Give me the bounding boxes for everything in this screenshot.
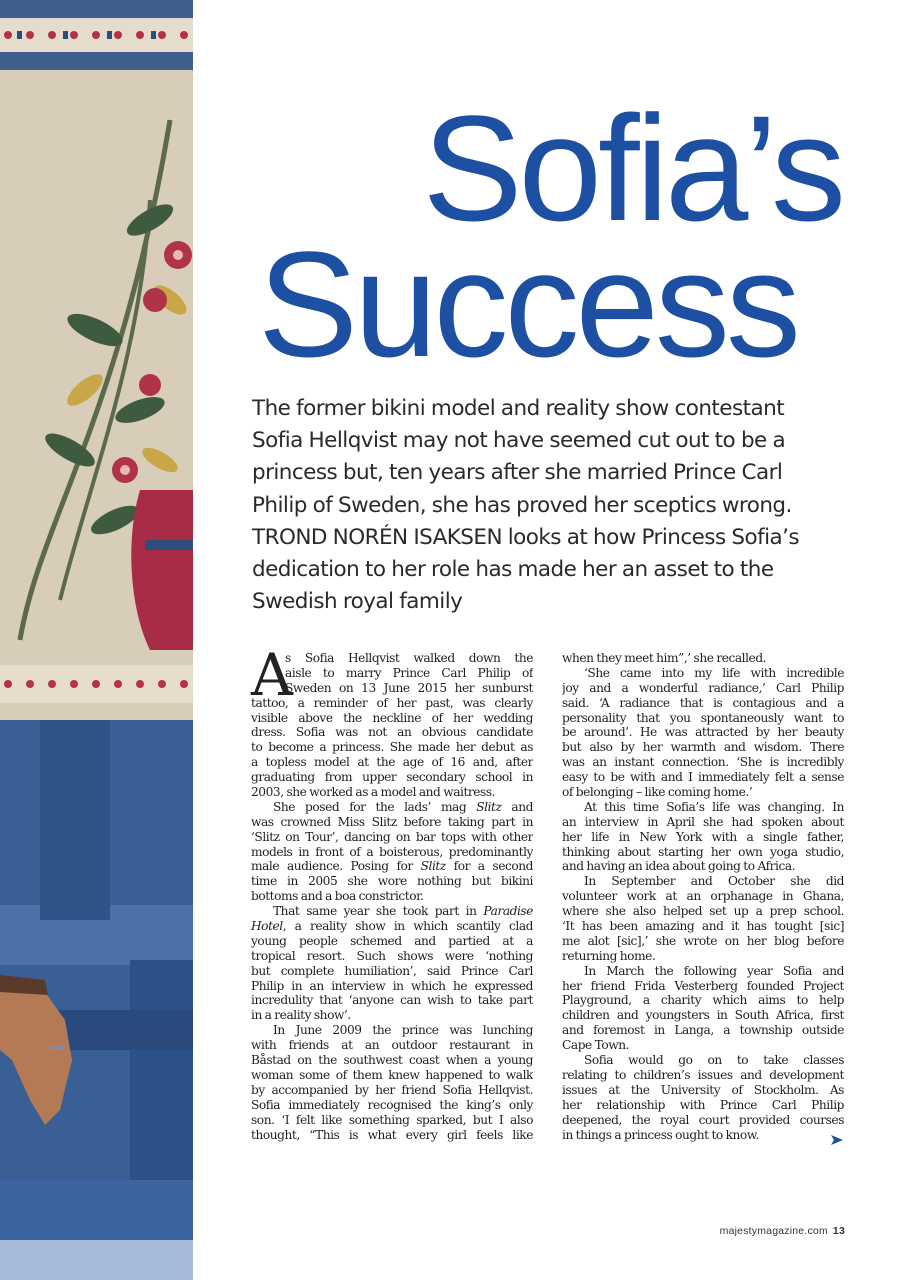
text-line: s Sofia Hellqvist walked down the bbox=[285, 651, 533, 665]
text-line: but complete humiliation’, said Prince Carl bbox=[251, 963, 533, 978]
text-line: Sofia immediately recognised the king’s only bbox=[251, 1097, 533, 1112]
standfirst-line: Swedish royal family bbox=[252, 589, 463, 615]
headline-line-2: Success bbox=[258, 220, 797, 388]
text-line: by accompanied by her friend Sofia Hellqvist. bbox=[251, 1082, 533, 1097]
text-line: visible above the neckline of her wedding bbox=[251, 710, 533, 725]
text-line: young people schemed and partied at a bbox=[251, 933, 533, 948]
text-line: Playground, a charity which aims to help bbox=[562, 993, 844, 1008]
text-run: That same year she took part in bbox=[273, 904, 484, 919]
italic-run: Slitz bbox=[420, 859, 446, 874]
text-line: be around’. He was attracted by her beauty bbox=[562, 725, 844, 740]
text-line: where she also helped set up a prep school. bbox=[562, 904, 844, 919]
text-run: for a second bbox=[445, 859, 533, 874]
headline bbox=[250, 84, 850, 388]
text-line: ‘She came into my life with incredible bbox=[584, 665, 844, 680]
text-run: male audience. Posing for bbox=[251, 859, 421, 874]
text-line: In June 2009 the prince was lunching bbox=[273, 1023, 533, 1038]
standfirst-line: Philip of Sweden, she has proved her sceptics wrong. bbox=[252, 492, 792, 518]
text-line: was an instant connection. ‘She is incredibly bbox=[562, 755, 844, 770]
text-line: bottoms and a boa constrictor. bbox=[251, 889, 424, 904]
page-number: 13 bbox=[832, 1225, 845, 1237]
standfirst-line: Sofia Hellqvist may not have seemed cut out to be a bbox=[252, 428, 786, 454]
text-line: ‘Slitz on Tour’, dancing on bar tops with other bbox=[251, 829, 533, 844]
text-line: joy and a wonderful radiance,’ Carl Philip bbox=[562, 680, 844, 695]
text-line: returning home. bbox=[562, 948, 656, 963]
text-line: woman some of them knew happened to walk bbox=[251, 1067, 533, 1082]
text-line: in a reality show’. bbox=[251, 1008, 351, 1023]
text-line: easy to be with and I immediately felt a sense bbox=[562, 770, 844, 785]
page-footer bbox=[650, 1225, 845, 1237]
text-line: thought, “This is what every girl feels like bbox=[251, 1127, 533, 1142]
text-line: and having an idea about going to Africa. bbox=[562, 859, 796, 874]
text-line: and foremost in Langa, a township outside bbox=[562, 1023, 844, 1038]
text-line: her relationship with Prince Carl Philip bbox=[562, 1097, 844, 1112]
text-line: son. ‘I felt like something sparked, but I also bbox=[251, 1112, 533, 1127]
text-line: a topless model at the age of 16 and, after bbox=[251, 755, 533, 770]
text-line: personality that you spontaneously want to bbox=[562, 710, 844, 725]
text-line: Cape Town. bbox=[562, 1038, 630, 1053]
text-run: , a reality show in which scantily clad bbox=[282, 919, 533, 934]
text-line: At this time Sofia’s life was changing. In bbox=[584, 799, 844, 814]
cover-photo bbox=[0, 0, 193, 1280]
text-line: issues at the University of Stockholm. As bbox=[562, 1082, 844, 1097]
text-line: volunteer work at an orphanage in Ghana, bbox=[562, 889, 844, 904]
text-line: said. ‘A radiance that is contagious and a bbox=[562, 695, 844, 710]
standfirst bbox=[252, 393, 846, 618]
standfirst-line: TROND NORÉN ISAKSEN looks at how Princess Sofia’s bbox=[252, 524, 800, 550]
continue-arrow-icon bbox=[830, 1134, 844, 1146]
text-line: dress. Sofia was not an obvious candidate bbox=[251, 725, 533, 740]
article-column-left bbox=[251, 641, 533, 1142]
headline-line-1: Sofia’s bbox=[422, 84, 842, 252]
text-line: of belonging – like coming home.’ bbox=[562, 785, 753, 800]
text-line: Sweden on 13 June 2015 her sunburst bbox=[285, 680, 533, 695]
text-line: when they meet him”,’ she recalled. bbox=[562, 651, 767, 665]
text-line: her friend Frida Vesterberg founded Project bbox=[562, 978, 844, 993]
article-column-right bbox=[562, 651, 844, 1142]
text-line: children and youngsters in South Africa, first bbox=[562, 1008, 844, 1023]
text-line bbox=[251, 919, 533, 934]
text-line: relating to children’s issues and development bbox=[562, 1067, 844, 1082]
text-line: In March the following year Sofia and bbox=[584, 963, 844, 978]
text-line: me alot [sic],’ she wrote on her blog before bbox=[562, 933, 844, 948]
standfirst-line: princess but, ten years after she married Prince Carl bbox=[252, 460, 783, 486]
text-line: with friends at an outdoor restaurant in bbox=[251, 1038, 533, 1053]
standfirst-line: dedication to her role has made her an asset to the bbox=[252, 557, 774, 583]
text-line bbox=[251, 859, 533, 874]
standfirst-line: The former bikini model and reality show contestant bbox=[252, 396, 785, 421]
text-line bbox=[251, 800, 533, 815]
text-line: in things a princess ought to know. bbox=[562, 1127, 759, 1142]
text-line: models in front of a boisterous, predominantly bbox=[251, 844, 533, 859]
text-line: In September and October she did bbox=[584, 874, 844, 889]
text-line: aisle to marry Prince Carl Philip of bbox=[285, 665, 533, 680]
text-line: was crowned Miss Slitz before taking part in bbox=[251, 814, 533, 829]
text-line: to become a princess. She made her debut as bbox=[251, 740, 533, 755]
text-line: Båstad on the southwest coast when a young bbox=[251, 1053, 533, 1068]
text-line: Philip in an interview in which he expressed bbox=[251, 978, 533, 993]
italic-run: Paradise bbox=[483, 904, 533, 919]
text-run: and bbox=[501, 799, 533, 814]
text-line: tattoo, a reminder of her past, was clearly bbox=[251, 695, 533, 710]
text-line: her life in New York with a single father, bbox=[562, 829, 844, 844]
italic-run: Hotel bbox=[251, 919, 283, 934]
text-run: She posed for the lads’ mag bbox=[273, 799, 477, 814]
text-line: thinking about starting her own yoga studio, bbox=[562, 844, 844, 859]
text-line: time in 2005 she wore nothing but bikini bbox=[251, 874, 533, 889]
drop-cap: A bbox=[251, 641, 293, 709]
text-line: incredulity that ‘anyone can wish to take part bbox=[251, 993, 533, 1008]
photo-illustration bbox=[0, 0, 193, 1280]
text-line: ‘It has been amazing and it has tought [sic] bbox=[562, 919, 844, 934]
footer-site: majestymagazine.com bbox=[719, 1225, 828, 1237]
text-line: Sofia would go on to take classes bbox=[584, 1053, 844, 1068]
text-line: deepened, the royal court provided courses bbox=[562, 1112, 844, 1127]
text-line: graduating from upper secondary school in bbox=[251, 770, 533, 785]
text-line: but also by her warmth and wisdom. There bbox=[562, 740, 844, 755]
text-line: 2003, she worked as a model and waitress. bbox=[251, 785, 496, 800]
text-line bbox=[251, 904, 533, 919]
text-line: an interview in April she had spoken about bbox=[562, 814, 844, 829]
text-line: tropical resort. Such shows were ‘nothing bbox=[251, 948, 533, 963]
italic-run: Slitz bbox=[476, 799, 502, 814]
